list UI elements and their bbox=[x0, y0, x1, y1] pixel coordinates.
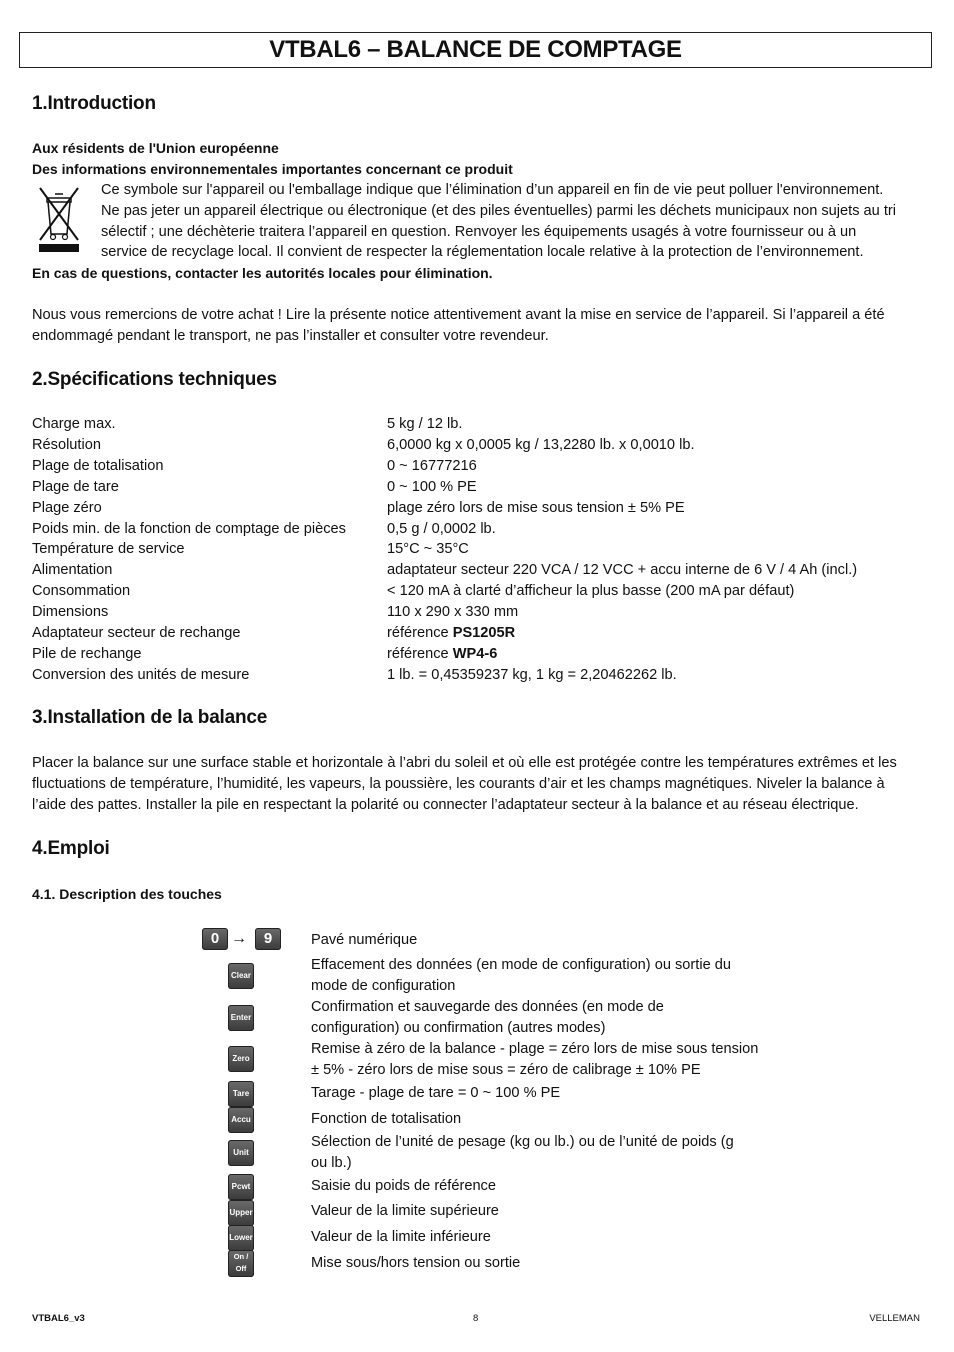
key-description: Saisie du poids de référence bbox=[311, 1178, 496, 1194]
spec-row bbox=[32, 623, 912, 644]
spec-value bbox=[387, 602, 518, 623]
intro-line-4: service de recyclage local. Il convient de respecter la réglementation locale relative à la protection de l’environnement. bbox=[101, 244, 864, 260]
spec-value-text: référence bbox=[387, 645, 453, 662]
key-on-off-icon: On / Off bbox=[228, 1250, 254, 1277]
spec-value-text: 15°C ~ 35°C bbox=[387, 541, 469, 558]
spec-value bbox=[387, 581, 794, 602]
spec-row bbox=[32, 477, 912, 498]
spec-label: Dimensions bbox=[32, 604, 109, 621]
spec-value-text: 110 x 290 x 330 mm bbox=[387, 604, 519, 621]
key-description: Valeur de la limite supérieure bbox=[311, 1203, 499, 1219]
intro-bold-contact: En cas de questions, contacter les autorités locales pour élimination. bbox=[32, 265, 493, 281]
spec-value bbox=[387, 623, 515, 644]
key-unit-icon: Unit bbox=[228, 1140, 254, 1166]
key-lower-icon: Lower bbox=[228, 1225, 254, 1251]
spec-row bbox=[32, 456, 912, 477]
key-description: Pavé numérique bbox=[311, 932, 418, 948]
intro-thanks-paragraph: Nous vous remercions de votre achat ! Lire la présente notice attentivement avant la mise en service de l’appareil. Si l’appareil a été endommagé pendant le transport, ne pas l’installer et consulter votre revendeur. bbox=[32, 307, 885, 344]
installation-paragraph: Placer la balance sur une surface stable et horizontale à l’abri du soleil et où elle est protégée contre les températures extrêmes et les fluctuations de température, l’humidité, les vapeurs, la poussière, les courants d’air et les champs magnétiques. Niveler la balance à l’aide des pattes. Installer la pile en respectant la polarité ou connecter l’adaptateur secteur à la balance et au réseau électrique. bbox=[32, 755, 897, 813]
key-description: Sélection de l’unité de pesage (kg ou lb.) ou de l’unité de poids (g ou lb.) bbox=[311, 1134, 734, 1171]
spec-label: Consommation bbox=[32, 583, 131, 600]
key-upper-icon: Upper bbox=[228, 1200, 254, 1226]
section-heading-installation: 3.Installation de la balance bbox=[32, 707, 268, 728]
footer-brand: VELLEMAN bbox=[869, 1313, 920, 1324]
spec-value bbox=[387, 498, 685, 519]
spec-value bbox=[387, 519, 496, 540]
spec-row bbox=[32, 581, 912, 602]
spec-row bbox=[32, 498, 912, 519]
spec-value-reference: WP4-6 bbox=[452, 645, 498, 662]
spec-row bbox=[32, 539, 912, 560]
footer-page-number: 8 bbox=[473, 1313, 479, 1324]
intro-bold-residents: Aux résidents de l'Union européenne bbox=[32, 140, 279, 156]
spec-value bbox=[387, 477, 477, 498]
key-enter-icon: Enter bbox=[228, 1005, 254, 1031]
spec-label: Plage zéro bbox=[32, 499, 102, 516]
spec-value bbox=[387, 435, 695, 456]
key-description: Remise à zéro de la balance - plage = zéro lors de mise sous tension ± 5% - zéro lors de mise sous = zéro de calibrage ± 10% PE bbox=[311, 1041, 759, 1078]
spec-label: Plage de tare bbox=[32, 478, 119, 495]
key-pcwt-icon: Pcwt bbox=[228, 1174, 254, 1200]
spec-value-reference: PS1205R bbox=[452, 625, 516, 641]
key-accu-icon: Accu bbox=[228, 1107, 254, 1133]
spec-value-text: adaptateur secteur 220 VCA / 12 VCC + accu interne de 6 V / 4 Ah (incl.) bbox=[387, 562, 858, 579]
subsection-heading-keys: 4.1. Description des touches bbox=[32, 886, 222, 902]
spec-label: Température de service bbox=[32, 541, 185, 558]
spec-label: Alimentation bbox=[32, 562, 113, 579]
page-title: VTBAL6 – BALANCE DE COMPTAGE bbox=[269, 36, 682, 63]
section-heading-specifications: 2.Spécifications techniques bbox=[32, 369, 277, 390]
section-heading-introduction: 1.Introduction bbox=[32, 93, 156, 114]
key-description: Fonction de totalisation bbox=[311, 1111, 462, 1127]
intro-line-1: Ce symbole sur l'appareil ou l'emballage indique que l’élimination d’un appareil en fin de vie peut polluer l'environnement. bbox=[101, 182, 884, 198]
arrow-right-icon: → bbox=[231, 930, 247, 947]
key-tare-icon: Tare bbox=[228, 1081, 254, 1107]
title-box bbox=[19, 32, 932, 68]
section-heading-use: 4.Emploi bbox=[32, 838, 110, 859]
spec-value bbox=[387, 560, 857, 581]
spec-value bbox=[387, 665, 677, 686]
spec-value-text: 0 ~ 16777216 bbox=[387, 457, 477, 474]
intro-line-3: sélectif ; une déchèterie traitera l’appareil en question. Renvoyer les équipements usagés à votre fournisseur ou à un bbox=[101, 224, 857, 240]
weee-bin-icon bbox=[34, 184, 84, 256]
spec-value-text: 0 ~ 100 % PE bbox=[387, 478, 477, 495]
spec-value-text: plage zéro lors de mise sous tension ± 5% PE bbox=[387, 499, 685, 516]
key-description: Confirmation et sauvegarde des données (en mode de configuration) ou confirmation (autres modes) bbox=[311, 999, 664, 1036]
key-description: Mise sous/hors tension ou sortie bbox=[311, 1255, 521, 1271]
spec-value bbox=[387, 414, 462, 435]
key-clear-icon: Clear bbox=[228, 963, 254, 989]
spec-row bbox=[32, 644, 912, 665]
key-description: Valeur de la limite inférieure bbox=[311, 1229, 491, 1245]
spec-value-text: < 120 mA à clarté d’afficheur la plus basse (200 mA par défaut) bbox=[387, 583, 795, 600]
spec-row bbox=[32, 435, 912, 456]
spec-value bbox=[387, 644, 497, 665]
spec-value-text: 6,0000 kg x 0,0005 kg / 13,2280 lb. x 0,0010 lb. bbox=[387, 436, 695, 453]
spec-value bbox=[387, 456, 477, 477]
spec-label: Pile de rechange bbox=[32, 645, 142, 662]
spec-row bbox=[32, 414, 912, 435]
footer-doc-code: VTBAL6_v3 bbox=[32, 1313, 85, 1324]
spec-label: Adaptateur secteur de rechange bbox=[32, 625, 241, 641]
spec-row bbox=[32, 519, 912, 540]
spec-value-text: 5 kg / 12 lb. bbox=[387, 416, 463, 432]
key-zero-icon: Zero bbox=[228, 1046, 254, 1072]
key-0-icon: 0 bbox=[202, 928, 228, 950]
spec-label: Plage de totalisation bbox=[32, 457, 164, 474]
spec-value-text: 1 lb. = 0,45359237 kg, 1 kg = 2,20462262 lb. bbox=[387, 666, 677, 683]
spec-value bbox=[387, 539, 469, 560]
spec-label: Conversion des unités de mesure bbox=[32, 666, 250, 683]
spec-label: Charge max. bbox=[32, 416, 116, 432]
spec-value-text: 0,5 g / 0,0002 lb. bbox=[387, 520, 496, 537]
spec-row bbox=[32, 665, 912, 686]
key-description: Tarage - plage de tare = 0 ~ 100 % PE bbox=[311, 1085, 561, 1101]
spec-label: Poids min. de la fonction de comptage de pièces bbox=[32, 520, 346, 537]
intro-line-2: Ne pas jeter un appareil électrique ou électronique (et des piles éventuelles) parmi les déchets municipaux non sujets au tri bbox=[101, 203, 896, 219]
key-description: Effacement des données (en mode de configuration) ou sortie du mode de configuration bbox=[311, 957, 731, 994]
spec-row bbox=[32, 602, 912, 623]
spec-row bbox=[32, 560, 912, 581]
key-9-icon: 9 bbox=[255, 928, 281, 950]
intro-bold-environment: Des informations environnementales importantes concernant ce produit bbox=[32, 161, 513, 177]
spec-label: Résolution bbox=[32, 436, 101, 453]
spec-value-text: référence bbox=[387, 625, 453, 641]
